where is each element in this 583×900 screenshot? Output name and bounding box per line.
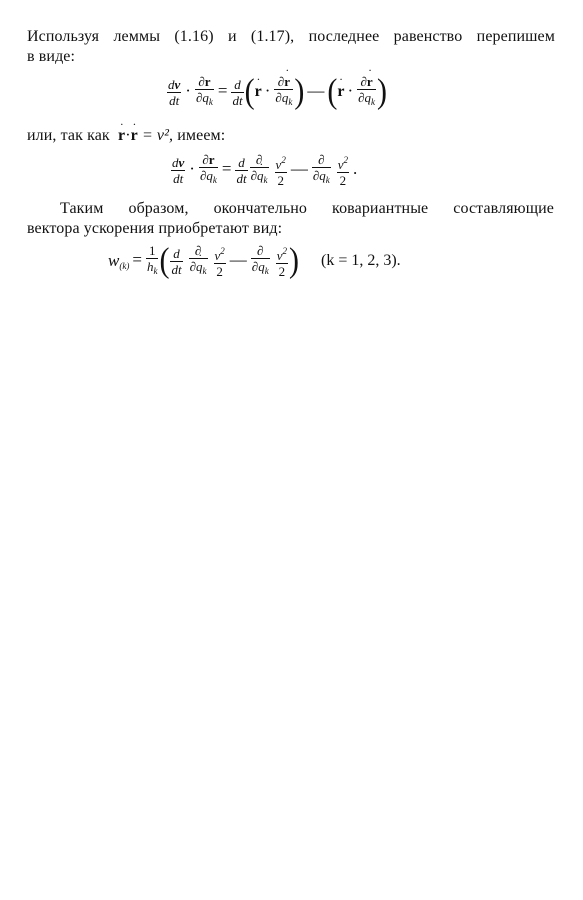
since-suffix: имеем: [177, 127, 226, 144]
paragraph-intro [27, 27, 555, 47]
eq1-frac-d-dt: $\frac{d}{dt}$ [232, 76, 243, 108]
paragraph-conclusion [60, 199, 554, 219]
eq1-frac-dr-dot-dq-2: $\frac{\partial r ˙}{\partial q_k}$ [357, 74, 376, 110]
equation-1: $\frac{dv}{dt}$ · $\frac{\partial r}{\partial q_k}$ = $\frac{d}{dt}$ (r ˙ · $\frac{\partial r ˙}{\partial q_k}$ ) — (r ˙ · $\frac{\partial r ˙}{\partial q_k}$ ) [166, 74, 387, 110]
eq2-frac-d-dt: $\frac{d}{dt}$ [236, 154, 247, 186]
eq2-frac-v2-2: $\frac{v^2}{2}$ [275, 154, 286, 188]
eq3-frac-d-dq: $\frac{\partial}{\partial q_k}$ [251, 243, 269, 276]
eq1-frac-dr-dot-dq: $\frac{\partial r ˙}{\partial q_k}$ [274, 74, 293, 110]
since-prefix: или, так как [27, 127, 110, 144]
eq2-frac-v2-2-b: $\frac{v^2}{2}$ [337, 154, 349, 188]
conclusion-line-1: Таким образом, окончательно ковариантные составляющие [60, 200, 554, 217]
paragraph-intro-cont [27, 47, 555, 67]
eq2-frac-dr-dq: $\frac{\partial r}{\partial q_k}$ [199, 152, 217, 185]
conclusion-line-2: вектора ускорения приобретают вид: [27, 220, 283, 237]
eq3-frac-d-dqdot: $\frac{\partial}{\partial q ˙_k}$ [189, 243, 208, 279]
paragraph-since: или, так как r ˙·r ˙ = v², имеем: [27, 126, 555, 146]
equation-3: $w_{(k)}$ = $\frac{1}{h_k}$ ( $\frac{d}{dt}$ $\frac{\partial}{\partial q ˙_k}$ $\frac{v^2}{2}$ — $\frac{\partial}{\partial q_k}$ $\frac{v^2}{2}$ ) (k = 1, 2, 3). [108, 243, 401, 279]
eq3-frac-v2-2-b: $\frac{v^2}{2}$ [276, 245, 287, 279]
equation-2: $\frac{dv}{dt}$ · $\frac{\partial r}{\partial q_k}$ = $\frac{d}{dt}$ $\frac{\partial}{\partial q ˙_k}$ $\frac{v^2}{2}$ — $\frac{\partial}{\partial q_k}$ $\frac{v^2}{2}$ . [170, 152, 360, 188]
eq3-frac-v2-2: $\frac{v^2}{2}$ [214, 245, 225, 279]
eq3-frac-d-dt: $\frac{d}{dt}$ [171, 245, 182, 277]
intro-line-2: в виде: [27, 48, 76, 65]
eq3-tag: (k = 1, 2, 3). [321, 252, 401, 269]
eq2-frac-d-dqdot: $\frac{\partial}{\partial q ˙_k}$ [250, 152, 269, 188]
eq3-frac-1-hk: $\frac{1}{h_k}$ [146, 243, 158, 276]
paragraph-conclusion-cont [27, 219, 555, 239]
eq2-frac-d-dq: $\frac{\partial}{\partial q_k}$ [312, 152, 330, 185]
eq2-frac-dv-dt: $\frac{dv}{dt}$ [172, 154, 185, 186]
eq1-frac-dr-dq: $\frac{\partial r}{\partial q_k}$ [195, 74, 213, 107]
eq1-frac-dv-dt: $\frac{dv}{dt}$ [168, 76, 181, 108]
intro-line-1: Используя леммы (1.16) и (1.17), последнее равенство перепишем [27, 28, 555, 45]
since-eq: = v², [141, 127, 178, 144]
